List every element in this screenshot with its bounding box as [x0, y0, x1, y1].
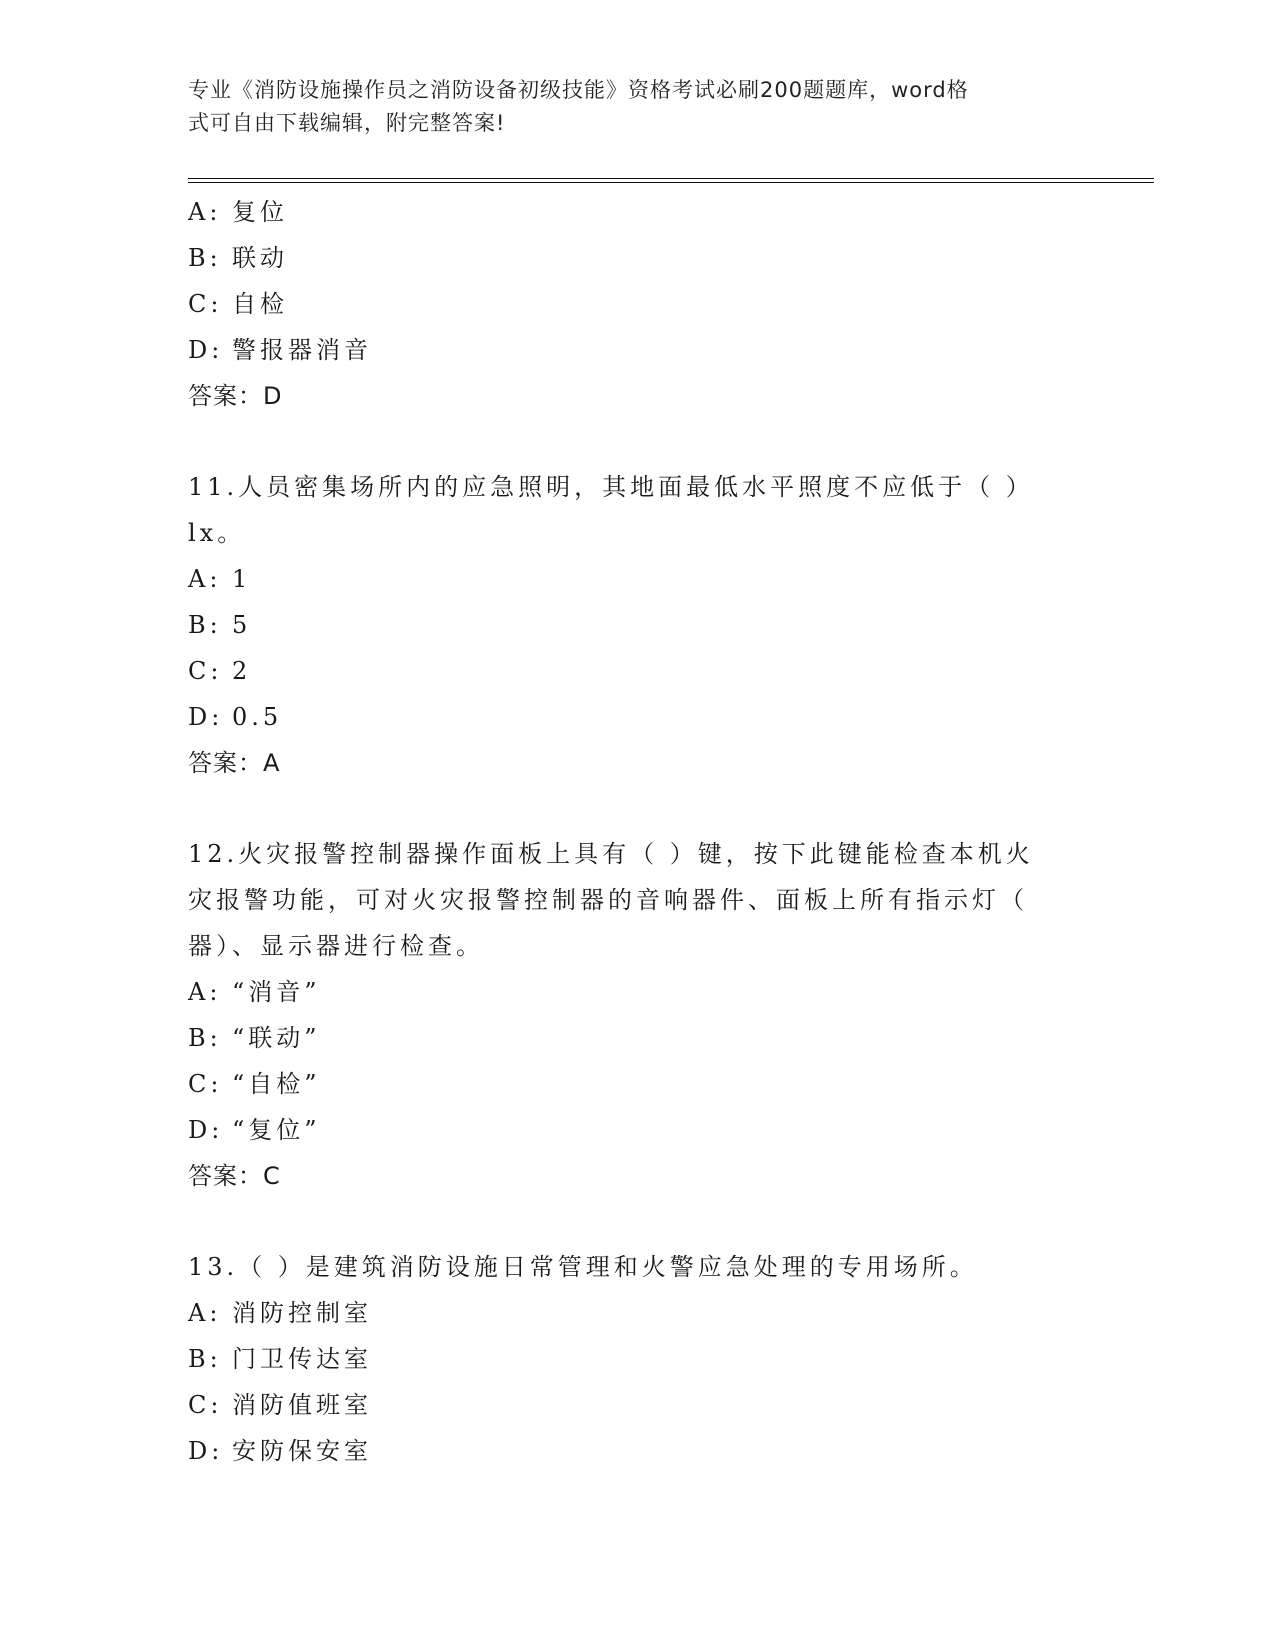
option-key: B:	[188, 244, 222, 272]
option-c	[188, 648, 1088, 694]
option-text: 门卫传达室	[232, 1345, 372, 1373]
option-a	[188, 556, 1088, 602]
document-header	[188, 74, 1078, 140]
question-text-line-3: 器）、显示器进行检查。	[188, 932, 484, 960]
option-key: D:	[188, 703, 224, 731]
option-a	[188, 1290, 1088, 1336]
question-list	[188, 189, 1088, 1474]
answer-line: 答案：D	[188, 382, 283, 410]
option-text: 复位	[232, 198, 288, 226]
question-11	[188, 464, 1088, 786]
option-b	[188, 602, 1088, 648]
header-line-1: 专业《消防设施操作员之消防设备初级技能》资格考试必刷200题题库，word格	[188, 78, 969, 102]
option-key: C:	[188, 1391, 223, 1419]
question-10	[188, 189, 1088, 419]
option-b	[188, 235, 1088, 281]
option-text: “消音”	[232, 978, 321, 1006]
question-text-line-1: 13.（ ）是建筑消防设施日常管理和火警应急处理的专用场所。	[188, 1253, 978, 1281]
header-divider-bottom	[188, 182, 1154, 183]
option-text: 消防值班室	[232, 1391, 372, 1419]
option-text: “复位”	[232, 1116, 321, 1144]
spacer	[188, 1199, 1088, 1244]
option-text: 5	[232, 611, 252, 639]
option-key: C:	[188, 1070, 223, 1098]
option-text: 1	[232, 565, 252, 593]
option-key: A:	[188, 565, 222, 593]
option-d	[188, 694, 1088, 740]
option-key: D:	[188, 336, 224, 364]
spacer	[188, 786, 1088, 831]
option-d	[188, 1428, 1088, 1474]
option-key: A:	[188, 198, 222, 226]
answer-line: 答案：C	[188, 1162, 281, 1190]
option-key: C:	[188, 657, 223, 685]
option-text: “联动”	[232, 1024, 321, 1052]
option-key: D:	[188, 1116, 224, 1144]
option-b	[188, 1336, 1088, 1382]
option-text: 2	[232, 657, 252, 685]
option-key: A:	[188, 1299, 222, 1327]
option-key: B:	[188, 1345, 222, 1373]
answer-line: 答案：A	[188, 749, 281, 777]
header-divider-top	[188, 178, 1154, 179]
option-text: 消防控制室	[232, 1299, 372, 1327]
question-13	[188, 1244, 1088, 1474]
option-a	[188, 969, 1088, 1015]
option-text: 自检	[232, 290, 288, 318]
option-key: C:	[188, 290, 223, 318]
header-line-2: 式可自由下载编辑，附完整答案!	[188, 111, 506, 135]
option-text: 安防保安室	[232, 1437, 372, 1465]
question-text-line-2: 灾报警功能，可对火灾报警控制器的音响器件、面板上所有指示灯（	[188, 886, 1028, 914]
option-text: 0.5	[232, 703, 283, 731]
option-a	[188, 189, 1088, 235]
question-text-line-1: 12.火灾报警控制器操作面板上具有（ ）键，按下此键能检查本机火	[188, 840, 1034, 868]
option-key: B:	[188, 611, 222, 639]
option-c	[188, 281, 1088, 327]
option-d	[188, 327, 1088, 373]
option-key: D:	[188, 1437, 224, 1465]
option-c	[188, 1061, 1088, 1107]
option-key: B:	[188, 1024, 222, 1052]
option-text: “自检”	[232, 1070, 321, 1098]
question-text-line-1: 11.人员密集场所内的应急照明，其地面最低水平照度不应低于（ ）	[188, 473, 1034, 501]
option-key: A:	[188, 978, 222, 1006]
option-c	[188, 1382, 1088, 1428]
option-text: 联动	[232, 244, 288, 272]
question-12	[188, 831, 1088, 1199]
option-b	[188, 1015, 1088, 1061]
option-text: 警报器消音	[232, 336, 372, 364]
spacer	[188, 419, 1088, 464]
question-text-line-2: lx。	[188, 519, 246, 547]
option-d	[188, 1107, 1088, 1153]
